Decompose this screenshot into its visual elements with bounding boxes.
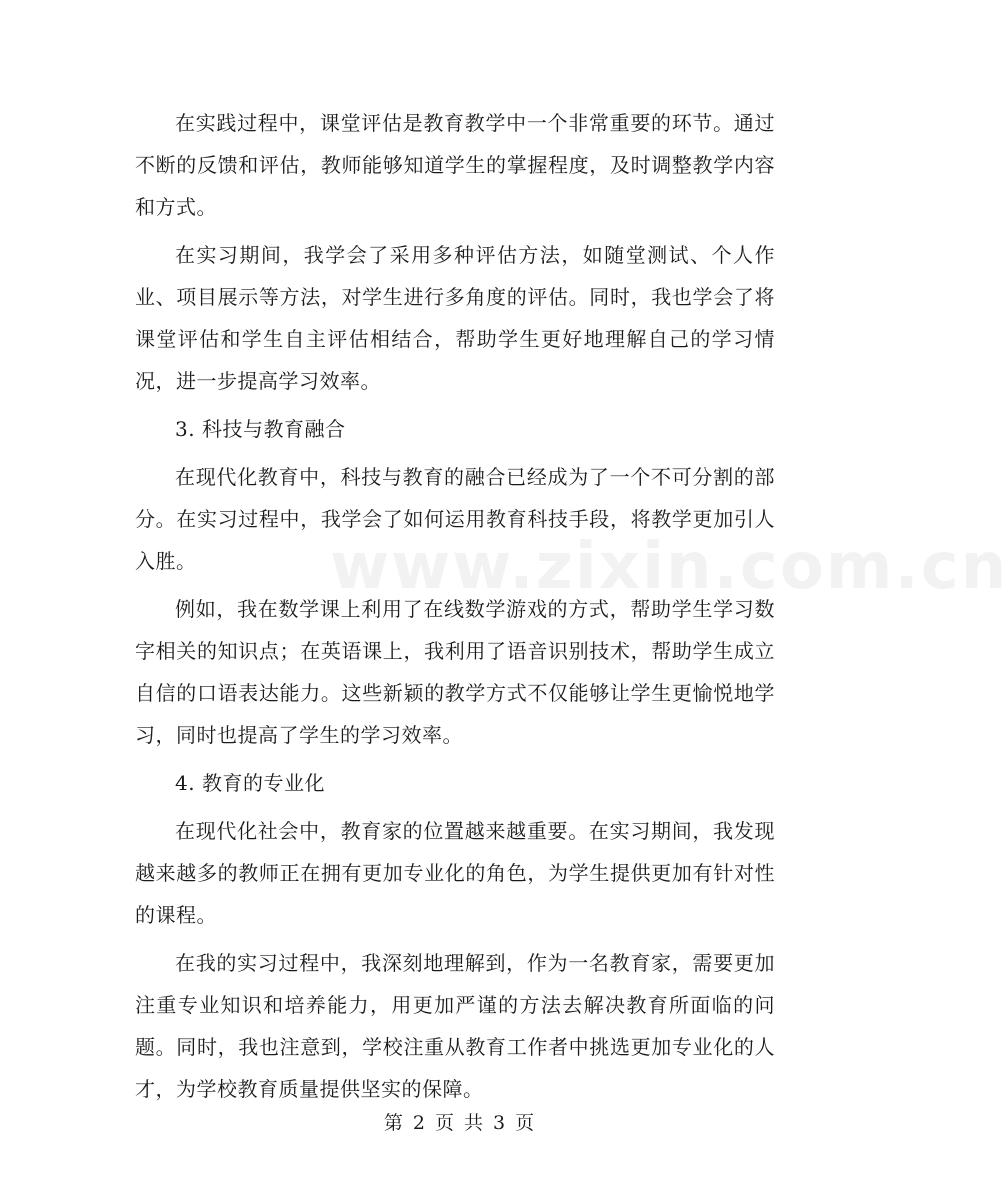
section-heading-professionalization: 4. 教育的专业化 [175,771,325,795]
document-body [135,102,775,1110]
paragraph-professional-reflection: 在我的实习过程中，我深刻地理解到，作为一名教育家，需要更加注重专业知识和培养能力，用更加严谨的方法去解决教育所面临的问题。同时，我也注意到，学校注重从教育工作者中挑选更加专业化的人才，为学校教育质量提供坚实的保障。 [135,951,775,1101]
watermark: www.zixin.com.cn [330,530,1008,604]
page-number-footer: 第 2 页 共 3 页 [383,1112,537,1134]
paragraph-technology-examples: 例如，我在数学课上利用了在线数学游戏的方式，帮助学生学习数字相关的知识点；在英语课上，我利用了语音识别技术，帮助学生成立自信的口语表达能力。这些新颖的教学方式不仅能够让学生更愉悦地学习，同时也提高了学生的学习效率。 [135,597,775,747]
paragraph-classroom-assessment: 在实践过程中，课堂评估是教育教学中一个非常重要的环节。通过不断的反馈和评估，教师能够知道学生的掌握程度，及时调整教学内容和方式。 [135,111,775,219]
paragraph-technology-integration: 在现代化教育中，科技与教育的融合已经成为了一个不可分割的部分。在实习过程中，我学会了如何运用教育科技手段，将教学更加引人入胜。 [135,465,775,573]
section-heading-technology: 3. 科技与教育融合 [175,417,346,441]
paragraph-assessment-methods: 在实习期间，我学会了采用多种评估方法，如随堂测试、个人作业、项目展示等方法，对学生进行多角度的评估。同时，我也学会了将课堂评估和学生自主评估相结合，帮助学生更好地理解自己的学习情况，进一步提高学习效率。 [135,243,775,393]
paragraph-professional-role: 在现代化社会中，教育家的位置越来越重要。在实习期间，我发现越来越多的教师正在拥有更加专业化的角色，为学生提供更加有针对性的课程。 [135,819,775,927]
